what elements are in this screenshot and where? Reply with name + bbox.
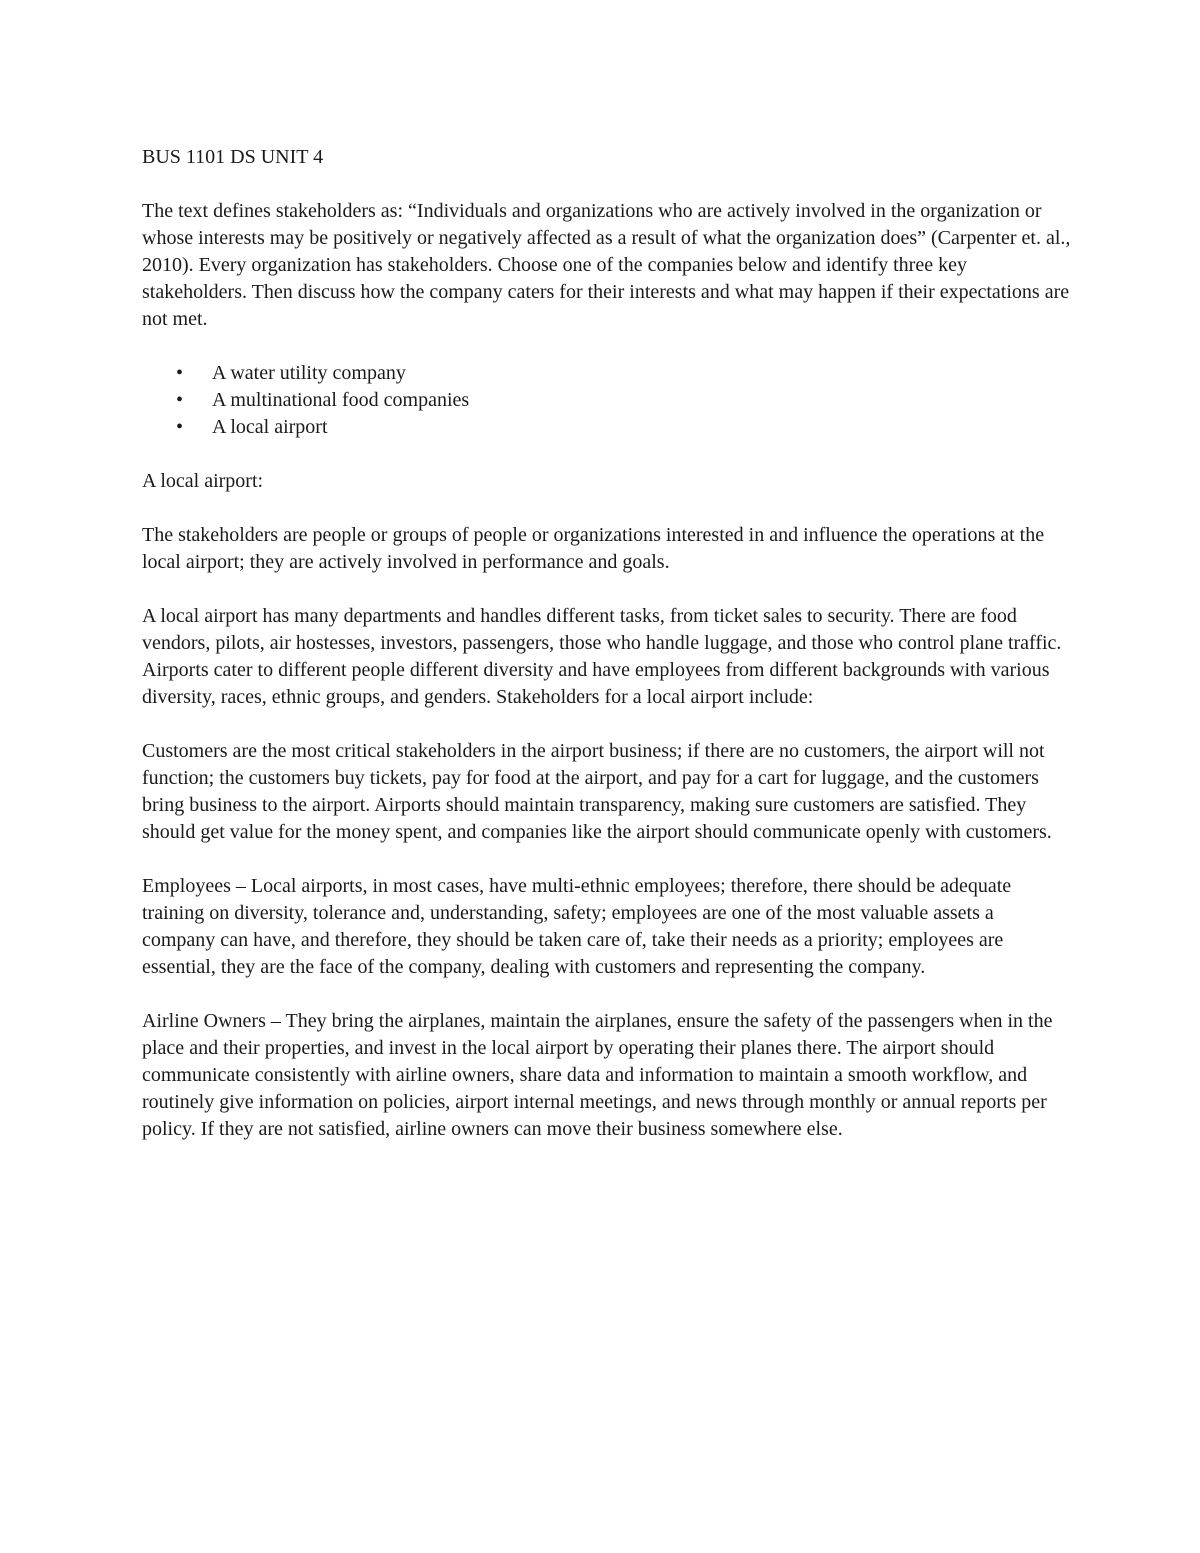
company-options-list [142, 360, 1072, 441]
document-title: BUS 1101 DS UNIT 4 [142, 146, 324, 168]
paragraph-airline-owners: Airline Owners – They bring the airplanes, maintain the airplanes, ensure the safety of the passengers when in the place and their properties, and invest in the local airport by operating their planes there. The airport should communicate consistently with airline owners, share data and information to maintain a smooth workflow, and routinely give information on policies, airport internal meetings, and news through monthly or annual reports per policy. If they are not satisfied, airline owners can move their business somewhere else. [142, 1010, 1053, 1140]
section-heading: A local airport: [142, 470, 264, 492]
list-item: • A multinational food companies [212, 387, 1072, 414]
paragraph-stakeholder-definition: The stakeholders are people or groups of people or organizations interested in and influence the operations at the local airport; they are actively involved in performance and goals. [142, 524, 1045, 573]
paragraph-customers: Customers are the most critical stakeholders in the airport business; if there are no customers, the airport will not function; the customers buy tickets, pay for food at the airport, and pay for a cart for luggage, and the customers bring business to the airport. Airports should maintain transparency, making sure customers are satisfied. They should get value for the money spent, and companies like the airport should communicate openly with customers. [142, 740, 1052, 843]
list-item: • A water utility company [212, 360, 1072, 387]
paragraph-employees: Employees – Local airports, in most cases, have multi-ethnic employees; therefore, there should be adequate training on diversity, tolerance and, understanding, safety; employees are one of the most valuable assets a company can have, and therefore, they should be taken care of, take their needs as a priority; employees are essential, they are the face of the company, dealing with customers and representing the company. [142, 875, 1012, 978]
document-body [142, 144, 1072, 1170]
assignment-prompt: The text defines stakeholders as: “Individuals and organizations who are actively involved in the organization or whose interests may be positively or negatively affected as a result of what the organization does” (Carpenter et. al., 2010). Every organization has stakeholders. Choose one of the companies below and identify three key stakeholders. Then discuss how the company caters for their interests and what may happen if their expectations are not met. [142, 200, 1071, 330]
paragraph-airport-overview: A local airport has many departments and handles different tasks, from ticket sales to security. There are food vendors, pilots, air hostesses, investors, passengers, those who handle luggage, and those who control plane traffic. Airports cater to different people different diversity and have employees from different backgrounds with various diversity, races, ethnic groups, and genders. Stakeholders for a local airport include: [142, 605, 1062, 708]
list-item: • A local airport [212, 414, 1072, 441]
